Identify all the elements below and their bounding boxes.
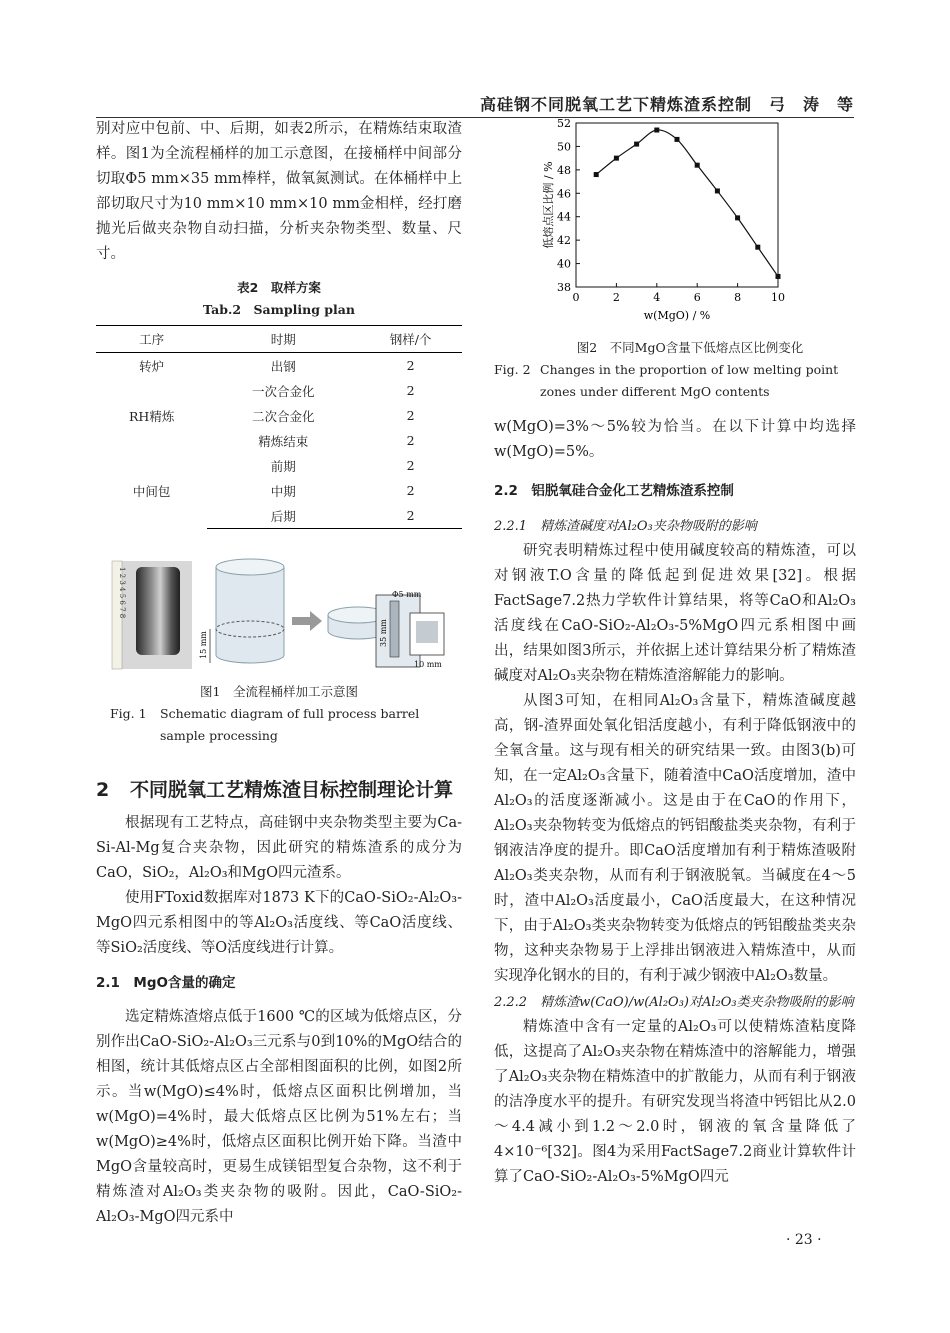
table-cell-count: 2 [406,483,415,498]
steel-barrel-sample-icon [136,567,180,655]
x-tick-label: 6 [693,291,701,304]
y-tick-label: 42 [557,234,571,248]
figure-1-caption-text: Schematic diagram of full process barrel sample processing [160,706,420,743]
table-header-row [96,326,462,353]
x-tick-label: 10 [771,291,785,304]
subsection-2-1-heading: 2.1 MgO含量的确定 [96,975,236,991]
paragraph: 研究表明精炼过程中使用碱度较高的精炼渣，可以对钢液T.O含量的降低起到促进效果[32]。根据FactSage7.2热力学软件计算结果，将等CaO和Al₂O₃活度线在CaO-SiO₂-Al₂O₃-5%MgO四元系相图中画出，结果如图3所示，并依据上述计算结果分析了精炼渣碱度对Al₂O₃夹杂物在精炼渣溶解能力的影响。 [494,543,856,684]
table-2 [96,277,462,529]
chart-point [634,142,639,147]
table-cell-period: 出钢 [270,358,296,374]
chart-point [675,137,680,142]
chart-frame [576,123,778,287]
section-2-heading [96,775,462,805]
paragraph: 选定精炼渣熔点低于1600 ℃的区域为低熔点区，分别作出CaO-SiO₂-Al₂O₃三元系与0到10%的MgO结合的相图，统计其低熔点区占全部相图面积的比例，如图2所示。当w(MgO)≤4%时，低熔点区面积比例增加，当w(MgO)=4%时，最大低熔点区比例为51%左右；当w(MgO)≥4%时，低熔点区面积比例开始下降。当渣中MgO含量较高时，更易生成镁铝型复合杂物，这不利于精炼渣对Al₂O₃类夹杂物的吸附。因此，CaO-SiO₂-Al₂O₃-MgO四元系中 [96,1009,462,1225]
metallographic-sample-icon [416,621,438,643]
left-column [96,117,462,1230]
table-header: 钢样/个 [359,326,462,353]
chart-points [594,128,781,279]
chart-point [755,245,760,250]
chart-y-axis-label: 低熔点区比例 / % [542,161,555,249]
mgo-line-chart [494,117,856,327]
chart-axes [576,123,778,287]
paragraph: w(MgO)=3%～5%较为恰当。在以下计算中均选择w(MgO)=5%。 [494,419,856,460]
y-tick-label: 46 [557,187,571,201]
table-cell-count: 2 [406,458,415,473]
table-cell-count: 2 [406,358,415,373]
table-cell-count: 2 [406,383,415,398]
dimension-15mm: 15 mm [199,631,208,659]
subsection-2-2-2-heading: 2.2.2 精炼渣w(CaO)/w(Al₂O₃)对Al₂O₃类夹杂物吸附的影响 [494,995,854,1010]
subsection-2-2-heading: 2.2 铝脱氧硅合金化工艺精炼渣系控制 [494,483,734,499]
subsection-2-2-1-heading: 2.2.1 精炼渣碱度对Al₂O₃夹杂物吸附的影响 [494,519,757,534]
arrow-right-icon [292,611,322,631]
y-tick-label: 50 [557,140,571,154]
x-tick-label: 4 [653,291,661,304]
table-cell-period: 二次合金化 [251,408,315,424]
chart-point [695,163,700,168]
barrel-sample-diagram [96,555,462,673]
paragraph: 从图3可知，在相同Al₂O₃含量下，精炼渣碱度越高，钢-渣界面处氧化铝活度越小，有利于降低钢液中的全氧含量。这与现有相关的研究结果一致。由图3(b)可知，在一定Al₂O₃含量下，随着渣中CaO活度增加，渣中Al₂O₃的活度逐渐减小。这是由于在CaO的作用下，Al₂O₃夹杂物转变为低熔点的钙铝酸盐类夹杂物，有利于钢液洁净度的提升。即CaO活度增加有利于精炼渣吸附Al₂O₃类夹杂物，从而有利于钢液脱氧。当碱度在4～5时，渣中Al₂O₃活度最小，CaO活度最大，在这种情况下，由于Al₂O₃类夹杂物转变为低熔点的钙铝酸盐类夹杂物，这种夹杂物易于上浮排出钢液进入精炼渣中，从而实现净化钢水的目的，有利于减少钢液中Al₂O₃数量。 [494,693,856,984]
x-tick-label: 0 [572,291,580,304]
chart-point [614,156,619,161]
x-tick-label: 8 [734,291,742,304]
table-cell-count: 2 [406,433,415,448]
y-tick-label: 52 [557,117,571,130]
table-cell-count: 2 [359,503,462,529]
page-number: · 23 · [786,1232,822,1248]
table-cell-period: 后期 [207,503,359,529]
table-cell-period: 前期 [270,458,296,474]
right-column [494,117,856,1190]
table-cell-process: 中间包 [132,483,171,499]
paragraph-intro: 别对应中包前、中、后期，如表2所示，在精炼结束取渣样。图1为全流程桶样的加工示意图，在接桶样中间部分切取Φ5 mm×35 mm棒样，做氧氮测试。在体桶样中上部切取尺寸为10 mm×10 mm×10 mm金相样，经打磨抛光后做夹杂物自动扫描，分析夹杂物类型、数量、尺寸。 [96,121,462,262]
figure-2-caption-text: Changes in the proportion of low melting point zones under different MgO contents [540,362,839,399]
table-row [96,353,462,379]
chart-x-axis-label: w(MgO) / % [643,309,711,322]
figure-1 [96,555,462,673]
figure-2-caption-en [494,359,856,403]
sampling-table [96,325,462,529]
y-tick-label: 38 [557,281,571,294]
dimension-phi5: Φ5 mm [392,590,422,599]
chart-series-line [596,130,778,277]
figure-1-caption-en [96,703,462,747]
chart-point [594,172,599,177]
figure-2-caption-cn: 图2 不同MgO含量下低熔点区比例变化 [576,340,804,355]
section-number: 2 [96,779,110,801]
table-cell-process: 转炉 [139,358,165,374]
table-cell-process: RH精炼 [129,408,175,424]
dimension-10mm: 10 mm [414,660,442,669]
running-header: 高硅钢不同脱氧工艺下精炼渣系控制 弓 涛 等 [479,95,854,114]
table-row [96,453,462,478]
table-caption-cn: 表2 取样方案 [237,280,321,295]
paragraph: 根据现有工艺特点，高硅钢中夹杂物类型主要为Ca-Si-Al-Mg复合夹杂物，因此研究的精炼渣系的成分为CaO，SiO₂，Al₂O₃和MgO四元渣系。 [96,815,462,881]
chart-point [715,188,720,193]
table-header: 工序 [96,326,207,353]
y-tick-label: 44 [557,210,571,224]
table-header: 时期 [207,326,359,353]
figure-1-label: Fig. 1 [110,706,147,721]
table-cell-count: 2 [406,408,415,423]
chart-point [654,128,659,133]
dimension-35mm: 35 mm [379,619,388,647]
table-caption-en: Tab.2 Sampling plan [203,302,355,317]
table-row [96,378,462,403]
chart-point [776,274,781,279]
figure-2-label: Fig. 2 [494,362,531,377]
paragraph: 精炼渣中含有一定量的Al₂O₃可以使精炼渣粘度降低，这提高了Al₂O₃夹杂物在精炼渣中的溶解能力，增强了Al₂O₃夹杂物在精炼渣中的扩散能力，从而有利于钢液的洁净度水平的提升。有研究发现当将渣中钙铝比从2.0～4.4减小到1.2～2.0时，钢液的氧含量降低了4×10⁻⁶[32]。图4为采用FactSage7.2商业计算软件计算了CaO-SiO₂-Al₂O₃-5%MgO四元 [494,1019,856,1185]
y-tick-label: 40 [557,257,571,271]
y-tick-label: 48 [557,163,571,177]
section-title: 不同脱氧工艺精炼渣目标控制理论计算 [130,779,454,801]
x-tick-label: 2 [612,291,620,304]
table-cell-period: 精炼结束 [258,433,309,449]
rod-sample-icon [390,601,399,657]
chart-ticks [557,117,785,304]
chart-point [735,215,740,220]
table-cell-period: 一次合金化 [251,383,315,399]
barrel-cylinder-icon [216,559,284,663]
ruler-label: 1 2 3 4 5 6 7 8 [118,567,126,619]
table-cell-period: 中期 [270,483,296,499]
figure-1-caption-cn: 图1 全流程桶样加工示意图 [200,684,358,699]
paragraph: 使用FToxid数据库对1873 K下的CaO-SiO₂-Al₂O₃-MgO四元系相图中的等Al₂O₃活度线、等CaO活度线、等SiO₂活度线、等O活度线进行计算。 [96,890,462,956]
